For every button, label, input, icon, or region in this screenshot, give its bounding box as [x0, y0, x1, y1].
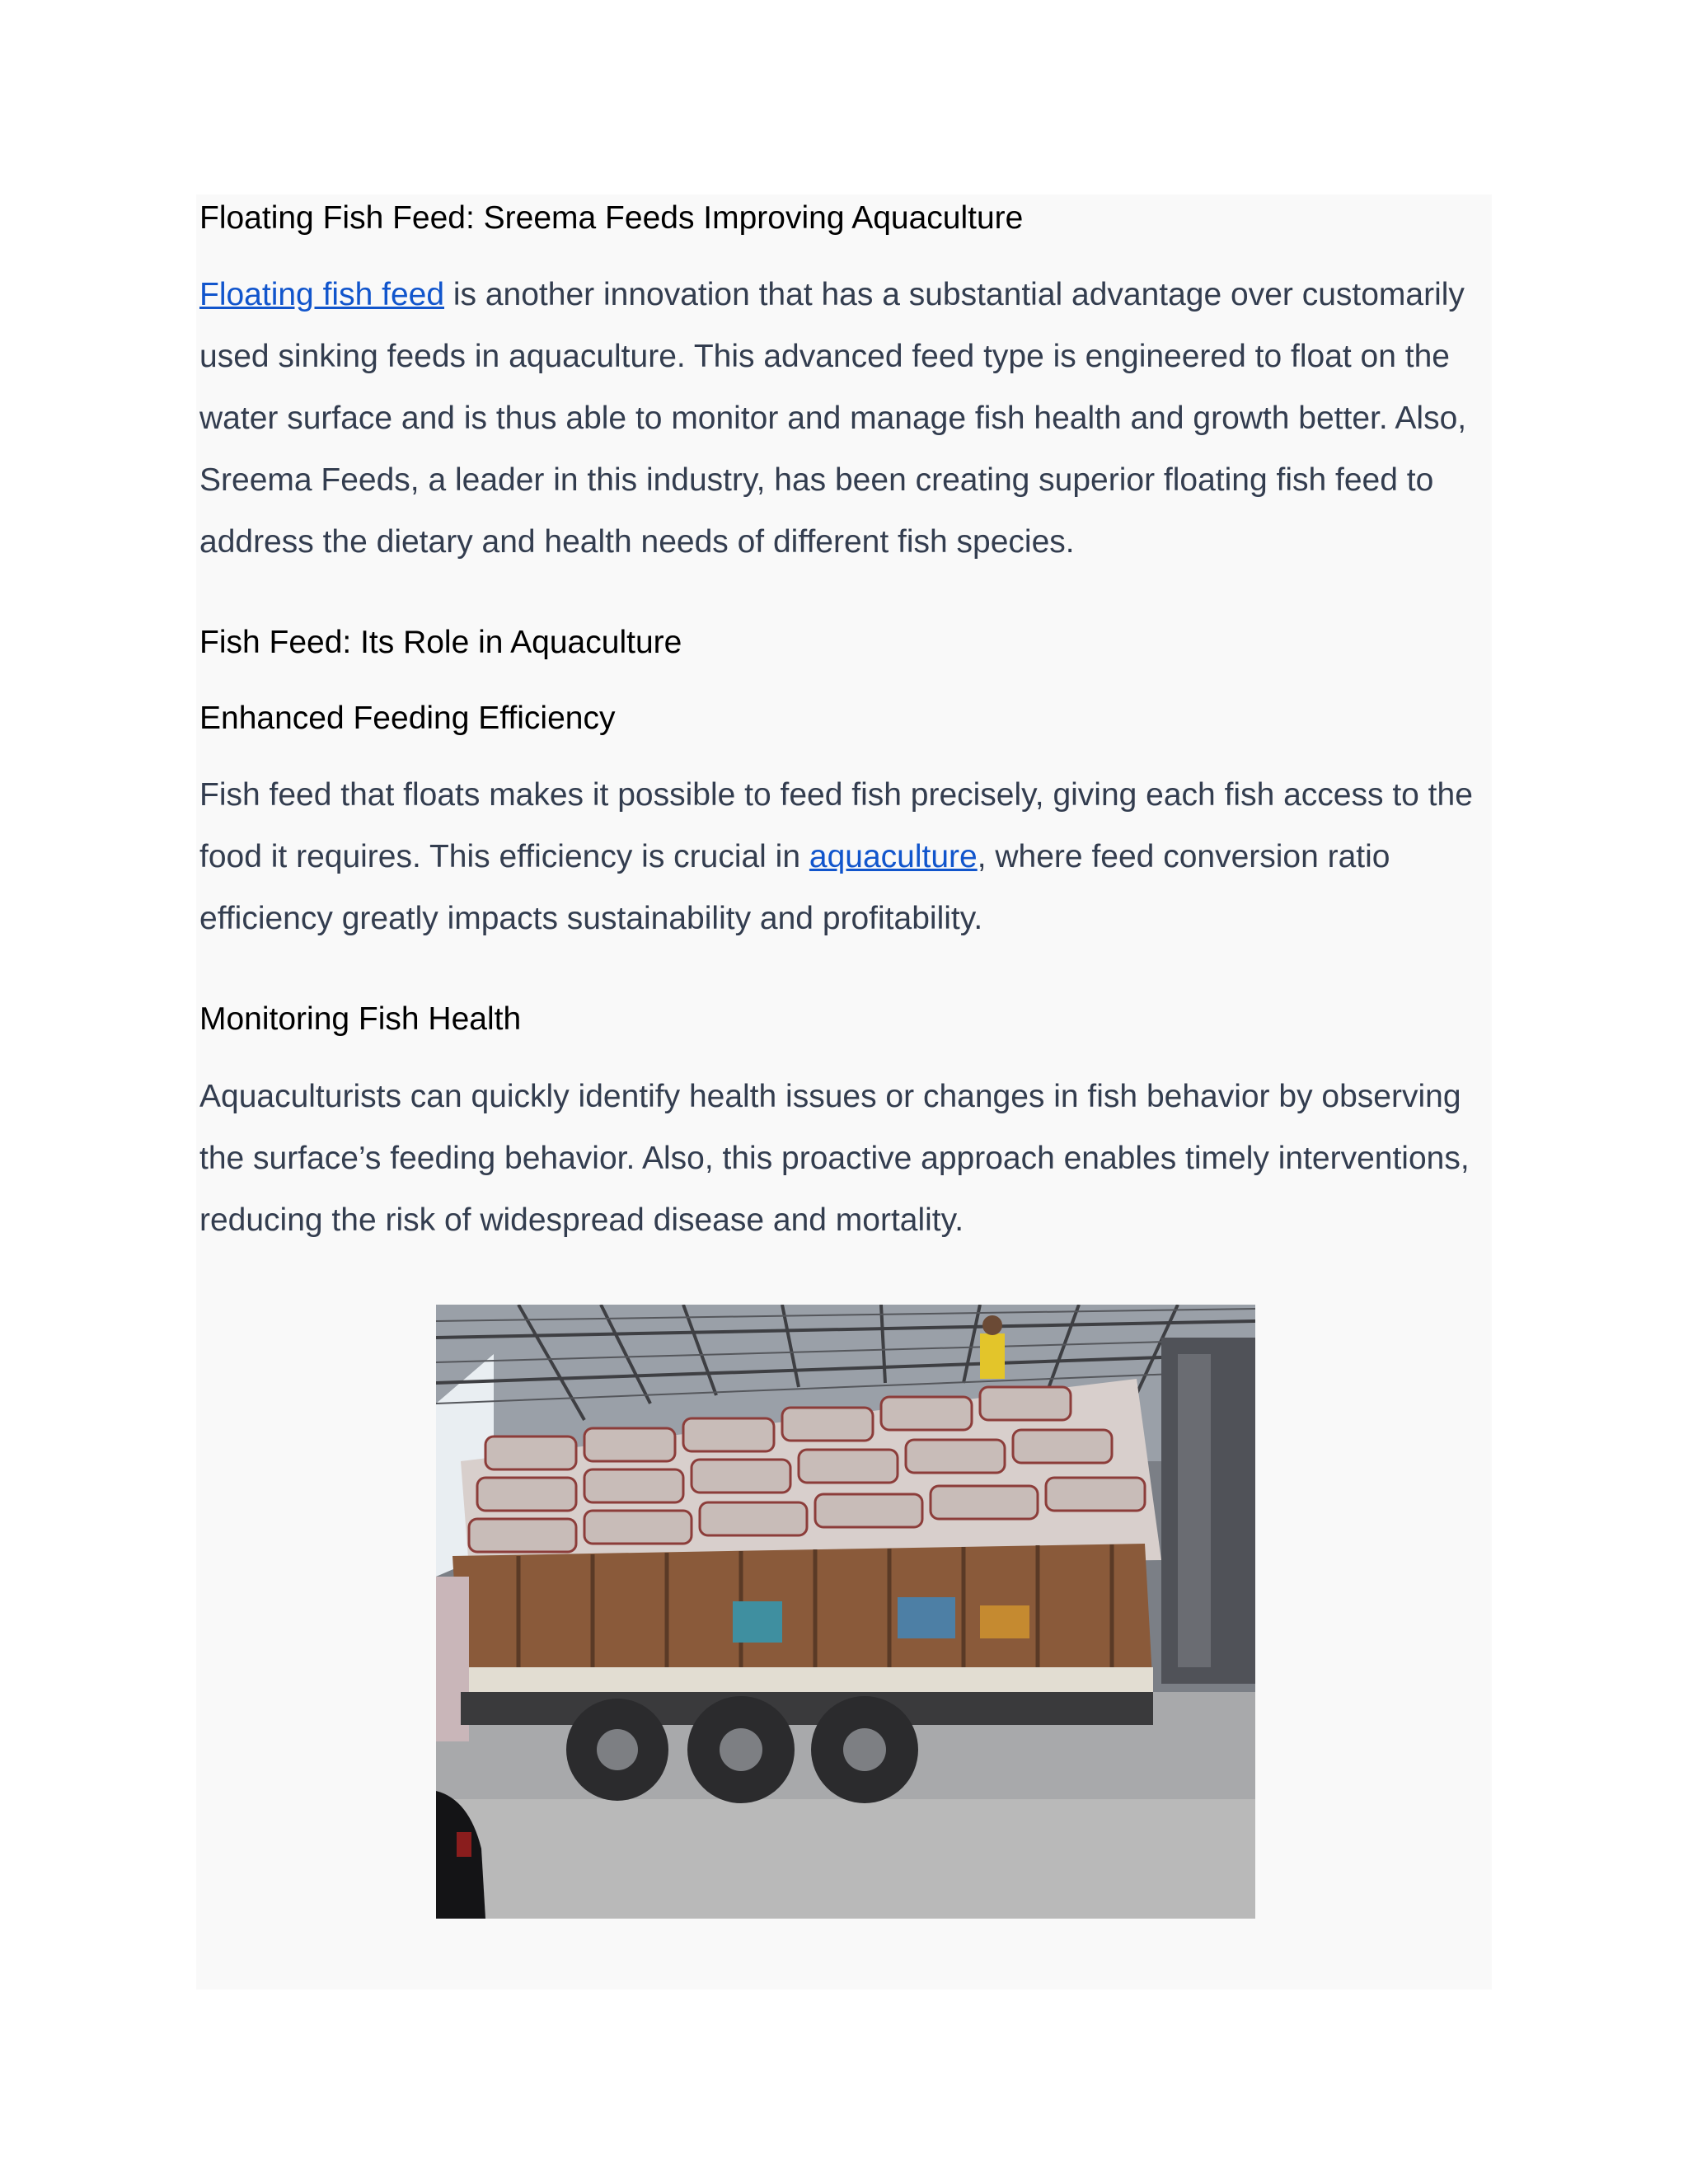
aquaculture-link[interactable]: aquaculture — [809, 839, 978, 874]
truck-photo-illustration — [436, 1305, 1255, 1919]
truck-loaded-with-feed-bags-photo — [436, 1305, 1255, 1919]
feeding-efficiency-text-end: , where feed conversion ratio efficiency greatly impacts sustainability and profitability. — [199, 839, 1390, 936]
intro-text: is another innovation that has a substantial advantage over customarily used sinking feeds in aquaculture. This advanced feed type is engineered to float on the water surface and is thus able to monitor and manage fish health and growth better. Also, Sreema Feeds, a leader in this industry, has been creating superior floating fish feed to address the dietary and health needs of different fish species. — [199, 277, 1467, 560]
floating-fish-feed-link[interactable]: Floating fish feed — [199, 277, 445, 312]
article-title: Floating Fish Feed: Sreema Feeds Improving Aquaculture — [199, 200, 1024, 236]
feeding-efficiency-heading: Enhanced Feeding Efficiency — [199, 701, 616, 736]
monitoring-paragraph: Aquaculturists can quickly identify health issues or changes in fish behavior by observing the surface’s feeding behavior. Also, this proactive approach enables timely interventions, reducing the risk of widespread disease and mortality. — [199, 1079, 1470, 1238]
feeding-efficiency-paragraph — [199, 764, 1487, 949]
monitoring-heading: Monitoring Fish Health — [199, 1001, 522, 1037]
intro-paragraph — [199, 264, 1487, 573]
section-heading: Fish Feed: Its Role in Aquaculture — [199, 625, 682, 660]
feeding-efficiency-text-start: Fish feed that floats makes it possible to feed fish precisely, giving each fish access to the food it requires. This efficiency is crucial in — [199, 777, 1473, 874]
